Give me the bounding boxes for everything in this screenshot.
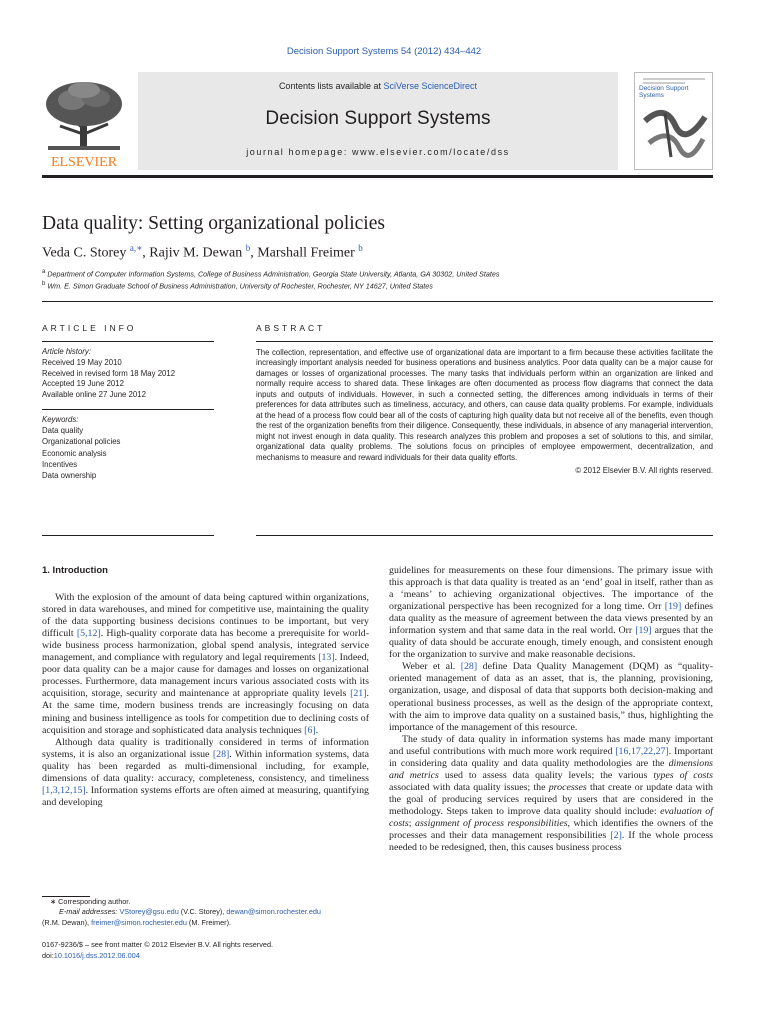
citation-link[interactable]: [28] <box>212 748 230 760</box>
email-link[interactable]: VStorey@gsu.edu <box>119 907 179 917</box>
body-column-right <box>389 565 713 854</box>
keyword: Incentives <box>42 459 78 469</box>
history-item: Available online 27 June 2012 <box>42 390 146 400</box>
body-paragraph: With the explosion of the amount of data being captured within organizations, stored in data warehouses, and mined for competitive use, maintaining the quality of the data supporting business decisions continues to be important, but very difficult [5,12]. High-quality corporate data has become a prerequisite for world-wide business process harmonization, global spend analysis, integrated service management, and compliance with regulatory and legal requirements [13]. Indeed, poor data quality can be a major cause for damages and losses on organizational processes. Furthermore, data management incurs various associated costs with its acquisition, storage, security and maintenance at appropriate quality levels [21]. At the same time, modern business trends are increasingly focusing on data mining and business intelligence as tools for competition due to declining costs of acquisition and storage and sophisticated data analysis techniques [6]. <box>42 592 369 736</box>
email-link[interactable]: freimer@simon.rochester.edu <box>91 917 187 927</box>
article-history <box>42 347 214 401</box>
author-affiliation-mark[interactable]: a,∗ <box>129 243 143 253</box>
history-item: Accepted 19 June 2012 <box>42 379 124 389</box>
keyword: Organizational policies <box>42 437 121 447</box>
journal-cover-thumbnail <box>634 72 713 170</box>
corresponding-author-note: ∗ Corresponding author. <box>50 897 131 906</box>
divider <box>42 341 214 342</box>
email-line: (R.M. Dewan), freimer@simon.rochester.edu (M. Freimer). <box>42 917 232 927</box>
keywords-label: Keywords: <box>42 415 79 424</box>
citation-link[interactable]: [28] <box>460 661 478 673</box>
citation-link[interactable]: [1,3,12,15] <box>42 784 86 796</box>
footnotes <box>42 897 369 928</box>
issn-line: 0167-9236/$ – see front matter © 2012 Elsevier B.V. All rights reserved. <box>42 940 274 949</box>
keyword: Economic analysis <box>42 448 107 458</box>
body-paragraph: Although data quality is traditionally considered in terms of information systems, it is also an organizational issue [28]. Within information systems, data quality has been regarded as multi-dimensional including, for example, dimensions of data quality: accuracy, completeness, consistency, and timeliness [1,3,12,15]. Information systems efforts are often aimed at measuring, quantifying and developing <box>42 736 369 808</box>
history-item: Received 19 May 2010 <box>42 357 122 367</box>
affiliation-divider <box>42 301 713 302</box>
citation-link[interactable]: [21] <box>350 688 367 700</box>
divider <box>42 535 214 536</box>
author-name[interactable]: Rajiv M. Dewan <box>149 245 243 261</box>
affiliation: $^a$ Department of Computer Information Systems, College of Business Administration, Georgia State University, Atlanta, GA 30302, United States <box>42 269 500 279</box>
citation-link[interactable]: [16,17,22,27] <box>615 745 669 757</box>
abstract-heading: ABSTRACT <box>256 323 326 333</box>
divider <box>256 535 713 536</box>
abstract-copyright: © 2012 Elsevier B.V. All rights reserved. <box>575 465 713 475</box>
journal-reference-link[interactable]: Decision Support Systems 54 (2012) 434–442 <box>286 46 482 57</box>
body-paragraph: The study of data quality in information systems has made many important and useful contributions with much more work required [16,17,22,27]. Important in considering data quality and data quality methodologies are the dimensions and metrics used to assess data quality levels; the various types of costs associated with data quality issues; the processes that create or update data with the goal of producing services required by users that are considered in the methodology. Steps taken to improve data quality should include: evaluation of costs; assignment of process responsibilities, which identifies the owners of the processes and their data management responsibilities [2]. If the whole process needed to be redesigned, then, this causes business process <box>389 733 714 854</box>
doi-link[interactable]: 10.1016/j.dss.2012.06.004 <box>53 950 140 960</box>
abstract-paragraph: The collection, representation, and effective use of organizational data are important to a firm because these activities facilitate the increasingly important analysis needed for business operations and business analytics. Poor data quality can be a major cause for damages or losses of organizational processes. The many tasks that individuals perform within an organization are linked and normally require access to shared data. These linkages are often documented as process flow diagrams that connect the data inputs and outputs of individuals. However, in such a connected setting, the differences among individuals in terms of their preferences for data attributes such as timeliness, accuracy, and others, can cause data quality problems. For example, individuals at the head of a process flow could bear all of the costs of capturing high quality data but not receive all of the benefits, even though the rest of the organization benefits from their diligence. Consequently, these individuals, in absence of any managerial intervention, might not invest enough in data quality. This research analyzes this problem and proposes a set of solutions to this, and similar, organizational data quality problems. The solutions focus on principles of employee empowerment, decentralization, and mechanisms to measure and reward individuals for their data quality efforts. <box>256 348 713 462</box>
abstract-body <box>256 348 713 476</box>
citation-link[interactable]: [19] <box>664 601 682 613</box>
article-title: Data quality: Setting organizational policies <box>42 213 385 234</box>
publisher-wordmark: ELSEVIER <box>50 155 118 170</box>
divider <box>256 341 713 342</box>
journal-homepage-link[interactable]: journal homepage: www.elsevier.com/locate/dss <box>246 147 510 157</box>
author-list: Veda C. Storey $^{a,∗}$, Rajiv M. Dewan $^b$, Marshall Freimer $^b$ <box>42 243 363 261</box>
citation-link[interactable]: [2] <box>610 830 622 842</box>
author-affiliation-mark[interactable]: b <box>245 243 251 253</box>
author-affiliation-mark[interactable]: b <box>358 243 363 253</box>
elsevier-logo <box>42 78 126 170</box>
body-column-left <box>42 565 369 809</box>
author-name[interactable]: Marshall Freimer <box>257 245 355 261</box>
keywords <box>42 414 214 481</box>
keyword: Data quality <box>42 426 84 436</box>
author-name[interactable]: Veda C. Storey <box>42 245 127 261</box>
header-divider <box>42 175 713 178</box>
citation-link[interactable]: [5,12] <box>76 628 101 640</box>
citation-link[interactable]: [19] <box>635 625 652 637</box>
divider <box>42 409 214 410</box>
journal-title: Decision Support Systems <box>265 108 491 129</box>
section-heading: 1. Introduction <box>42 565 108 576</box>
body-paragraph: Weber et al. [28] define Data Quality Management (DQM) as “quality-oriented management of data as an asset, that is, the planning, provisioning, organization, usage, and disposal of data that supports both decision-making and operational business processes, as well as the design of the appropriate context, with the aim to improve data quality on a sustained basis,” thus, highlighting the importance of the management of this resource. <box>389 661 713 733</box>
history-label: Article history: <box>42 347 91 356</box>
header-panel <box>138 72 618 170</box>
journal-masthead <box>42 72 713 170</box>
article-info-heading: ARTICLE INFO <box>42 323 137 333</box>
email-line: E-mail addresses: VStorey@gsu.edu (V.C. Storey), dewan@simon.rochester.edu <box>59 907 321 917</box>
keyword: Data ownership <box>42 471 97 481</box>
email-link[interactable]: dewan@simon.rochester.edu <box>226 907 321 917</box>
elsevier-tree-icon <box>42 78 126 170</box>
citation-link[interactable]: [6] <box>304 724 316 736</box>
body-paragraph: guidelines for measurements on these four dimensions. The primary issue with this approach is that data quality is treated as an ‘end’ goal in itself, rather than as a ‘means’ to achieving organizational objectives. The importance of the organizational perspective has been recognized for a long time. Orr [19] defines data quality as the measure of agreement between the data views presented by an information system and that same data in the real world. Orr [19] argues that the quality of data should be accurate enough, timely enough, and consistent enough for the organization to survive and make reasonable decisions. <box>389 565 713 661</box>
issn-doi-block <box>42 940 369 962</box>
contents-line: Contents lists available at SciVerse ScienceDirect <box>278 81 478 91</box>
citation-link[interactable]: [13] <box>318 652 335 664</box>
affiliation: $^b$ Wm. E. Simon Graduate School of Business Administration, University of Rochester, Rochester, NY 14627, United States <box>42 281 433 291</box>
history-item: Received in revised form 18 May 2012 <box>42 368 176 378</box>
asterisk-icon: ∗ <box>50 897 57 906</box>
doi-line: doi:10.1016/j.dss.2012.06.004 <box>42 950 140 960</box>
cover-title: Decision Support Systems <box>639 85 689 99</box>
sciencedirect-link[interactable]: SciVerse ScienceDirect <box>383 81 478 91</box>
